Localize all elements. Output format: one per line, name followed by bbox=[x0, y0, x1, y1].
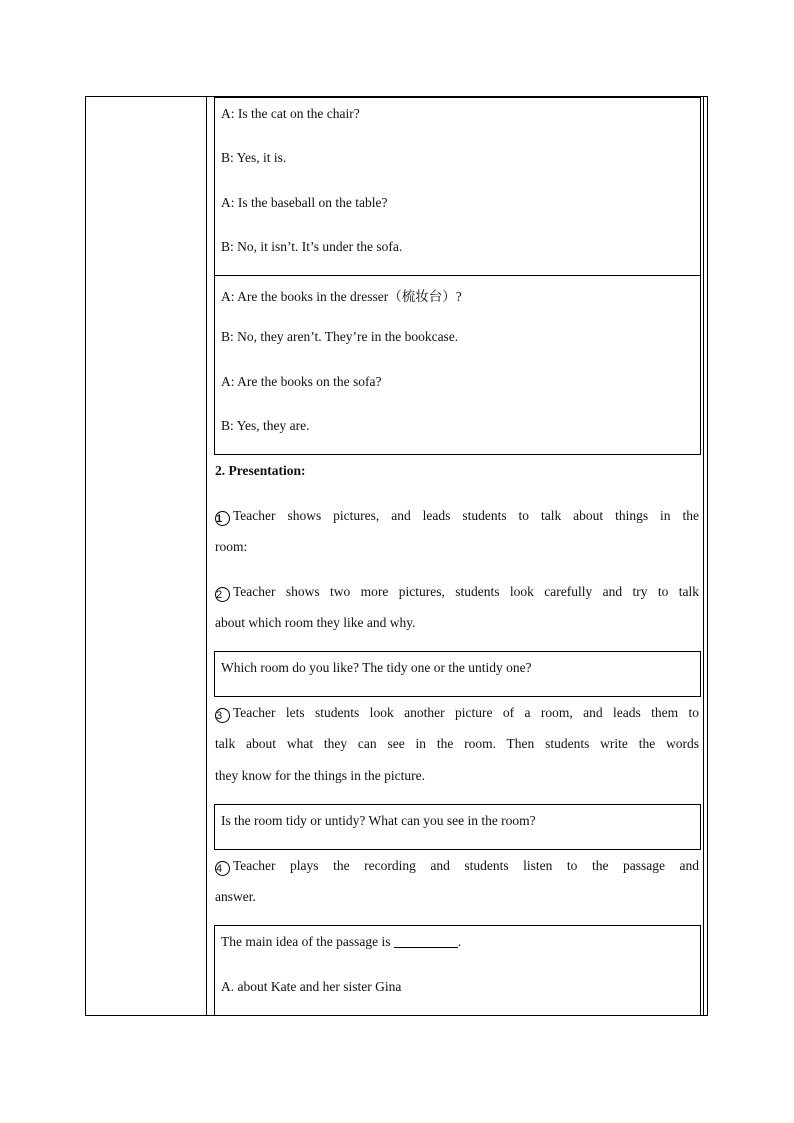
step-number-badge: 2 bbox=[215, 587, 230, 602]
dialogue2-line: B: No, they aren’t. They’re in the bookcase. bbox=[221, 329, 459, 344]
inner-right-border bbox=[703, 96, 704, 1016]
option-a: A. about Kate and her sister Gina bbox=[221, 979, 402, 994]
answer-blank bbox=[394, 935, 458, 948]
question-text: Which room do you like? The tidy one or the untidy one? bbox=[221, 660, 532, 675]
step-number-badge: 4 bbox=[215, 861, 230, 876]
dialogue2-line: A: Are the books on the sofa? bbox=[221, 374, 382, 389]
step-4-line: 4 Teacher plays the recording and students listen to the passage and bbox=[216, 858, 699, 875]
step-3-line: talk about what they can see in the room. Then students write the words bbox=[215, 736, 699, 751]
step-2-line: about which room they like and why. bbox=[215, 615, 416, 630]
dialogue1-line: A: Is the cat on the chair? bbox=[221, 106, 360, 121]
dialogue2-line: B: Yes, they are. bbox=[221, 418, 310, 433]
step-1-line: 1 Teacher shows pictures, and leads students to talk about things in the bbox=[216, 508, 699, 525]
main-idea-question: The main idea of the passage is . bbox=[221, 934, 462, 949]
dialogue1-line: B: Yes, it is. bbox=[221, 150, 287, 165]
step-4-line: answer. bbox=[215, 889, 256, 904]
step-2-line: 2 Teacher shows two more pictures, students look carefully and try to talk bbox=[216, 584, 699, 601]
step-number-badge: 3 bbox=[215, 708, 230, 723]
dialogue1-line: A: Is the baseball on the table? bbox=[221, 195, 388, 210]
step-number-badge: 1 bbox=[215, 511, 230, 526]
dialogue1-line: B: No, it isn’t. It’s under the sofa. bbox=[221, 239, 403, 254]
step-3-line: 3 Teacher lets students look another picture of a room, and leads them to bbox=[216, 705, 699, 722]
step-3-line: they know for the things in the picture. bbox=[215, 768, 425, 783]
section-heading: 2. Presentation: bbox=[215, 463, 306, 478]
question-text: Is the room tidy or untidy? What can you see in the room? bbox=[221, 813, 536, 828]
step-1-line: room: bbox=[215, 539, 248, 554]
dialogue2-line: A: Are the books in the dresser（梳妆台）? bbox=[221, 289, 462, 304]
